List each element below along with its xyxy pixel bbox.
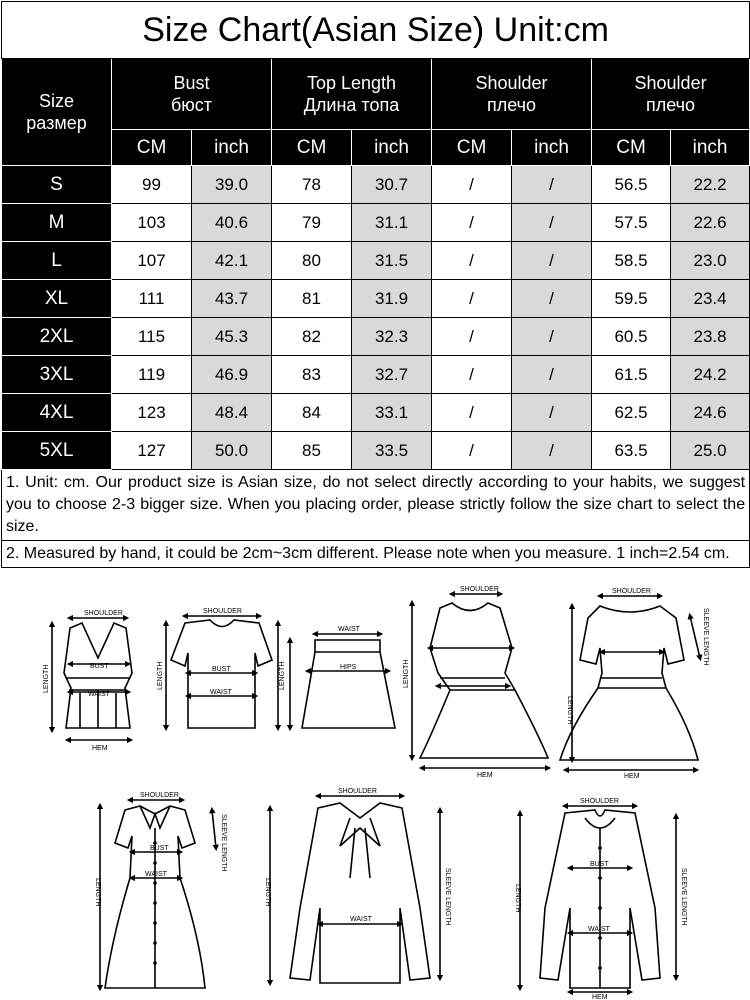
- label-length: LENGTH: [43, 664, 50, 693]
- header-top-length: [272, 59, 432, 130]
- bust-cm: 119: [112, 356, 192, 394]
- shoulder2-inch: 22.2: [671, 166, 750, 204]
- label-length: LENGTH: [566, 696, 573, 725]
- shoulder1-cm: /: [432, 166, 512, 204]
- label-shoulder: SHOULDER: [460, 586, 499, 593]
- header-top-length-ru: Длина топа: [303, 95, 400, 115]
- size-label: XL: [2, 280, 112, 318]
- label-bust: BUST: [590, 861, 609, 868]
- shoulder2-cm: 56.5: [592, 166, 671, 204]
- label-hem: HEM: [624, 773, 640, 780]
- length-inch: 31.9: [352, 280, 432, 318]
- label-hips: HIPS: [340, 664, 357, 671]
- header-size-en: Size: [38, 91, 74, 111]
- shoulder2-cm: 62.5: [592, 394, 671, 432]
- length-inch: 33.5: [352, 432, 432, 470]
- length-inch: 30.7: [352, 166, 432, 204]
- size-label: 4XL: [2, 394, 112, 432]
- length-cm: 79: [272, 204, 352, 242]
- header-shoulder-1-en: Shoulder: [475, 73, 548, 93]
- label-hem: HEM: [477, 772, 493, 779]
- corset-top-illustration: [43, 610, 132, 752]
- length-inch: 32.7: [352, 356, 432, 394]
- header-size: [2, 59, 112, 166]
- shoulder2-cm: 63.5: [592, 432, 671, 470]
- shoulder1-cm: /: [432, 356, 512, 394]
- header-shoulder-1-ru: плечо: [486, 95, 537, 115]
- label-shoulder: SHOULDER: [140, 792, 179, 799]
- header-bust-ru: бюст: [170, 95, 213, 115]
- shoulder2-inch: 24.2: [671, 356, 750, 394]
- bust-inch: 40.6: [192, 204, 272, 242]
- note-1: [2, 470, 750, 541]
- unit-inch: inch: [192, 130, 272, 166]
- size-label: S: [2, 166, 112, 204]
- garment-illustrations: [0, 578, 750, 1000]
- size-chart-table: [1, 1, 750, 568]
- header-shoulder-2-ru: плечо: [646, 95, 696, 115]
- length-inch: 33.1: [352, 394, 432, 432]
- length-cm: 82: [272, 318, 352, 356]
- table-row: [2, 166, 750, 204]
- label-shoulder: SHOULDER: [203, 608, 242, 615]
- label-length: LENGTH: [279, 661, 286, 690]
- label-waist: WAIST: [88, 691, 110, 698]
- bust-cm: 99: [112, 166, 192, 204]
- header-shoulder-1: [432, 59, 592, 130]
- label-length: LENGTH: [157, 661, 164, 690]
- sleeveless-dress-illustration: [403, 586, 548, 779]
- shoulder1-inch: /: [512, 204, 592, 242]
- shoulder1-cm: /: [432, 318, 512, 356]
- length-inch: 32.3: [352, 318, 432, 356]
- label-length: LENGTH: [514, 884, 521, 913]
- length-cm: 78: [272, 166, 352, 204]
- bust-inch: 42.1: [192, 242, 272, 280]
- short-sleeve-dress-illustration: [560, 588, 709, 780]
- shoulder2-cm: 57.5: [592, 204, 671, 242]
- bust-cm: 111: [112, 280, 192, 318]
- label-length: LENGTH: [264, 878, 271, 907]
- shoulder1-cm: /: [432, 204, 512, 242]
- note-1-text: 1. Unit: cm. Our product size is Asian size, do not select directly according to your habits, we suggest you to choose 2-3 bigger size. When you placing order, please strictly follow the size chart to select the size.: [6, 474, 746, 535]
- size-label: 5XL: [2, 432, 112, 470]
- bust-inch: 43.7: [192, 280, 272, 318]
- label-shoulder: SHOULDER: [84, 610, 123, 617]
- label-waist: WAIST: [338, 626, 360, 633]
- unit-cm: CM: [112, 130, 192, 166]
- bust-cm: 107: [112, 242, 192, 280]
- table-row: [2, 394, 750, 432]
- label-shoulder: SHOULDER: [580, 798, 619, 805]
- shoulder1-inch: /: [512, 242, 592, 280]
- shoulder1-cm: /: [432, 394, 512, 432]
- header-shoulder-2: [592, 59, 750, 130]
- unit-inch: inch: [352, 130, 432, 166]
- bust-inch: 48.4: [192, 394, 272, 432]
- shoulder1-inch: /: [512, 280, 592, 318]
- shoulder2-inch: 23.8: [671, 318, 750, 356]
- shirt-dress-illustration: [94, 792, 227, 988]
- label-bust: BUST: [212, 666, 231, 673]
- label-sleeve-length: SLEEVE LENGTH: [680, 868, 687, 926]
- label-bust: BUST: [90, 663, 109, 670]
- bust-inch: 39.0: [192, 166, 272, 204]
- shoulder2-inch: 22.6: [671, 204, 750, 242]
- size-label: 3XL: [2, 356, 112, 394]
- label-waist: WAIST: [588, 926, 610, 933]
- bust-inch: 46.9: [192, 356, 272, 394]
- label-waist: WAIST: [210, 689, 232, 696]
- length-cm: 80: [272, 242, 352, 280]
- chart-title: Size Chart(Asian Size) Unit:cm: [2, 2, 750, 59]
- shoulder2-cm: 60.5: [592, 318, 671, 356]
- unit-cm: CM: [592, 130, 671, 166]
- bust-cm: 103: [112, 204, 192, 242]
- table-row: [2, 356, 750, 394]
- shoulder1-cm: /: [432, 242, 512, 280]
- shoulder2-cm: 61.5: [592, 356, 671, 394]
- length-inch: 31.1: [352, 204, 432, 242]
- header-bust: [112, 59, 272, 130]
- shoulder2-inch: 23.0: [671, 242, 750, 280]
- label-hem: HEM: [592, 994, 608, 1000]
- size-label: L: [2, 242, 112, 280]
- label-bust: BUST: [150, 845, 169, 852]
- size-label: M: [2, 204, 112, 242]
- bow-blouse-illustration: [264, 788, 451, 983]
- note-2-text: 2. Measured by hand, it could be 2cm~3cm different. Please note when you measure. 1 inch=2.54 cm.: [6, 545, 730, 562]
- shoulder1-cm: /: [432, 432, 512, 470]
- label-sleeve-length: SLEEVE LENGTH: [702, 608, 709, 666]
- size-label: 2XL: [2, 318, 112, 356]
- shoulder2-cm: 59.5: [592, 280, 671, 318]
- bust-cm: 115: [112, 318, 192, 356]
- length-cm: 85: [272, 432, 352, 470]
- button-shirt-illustration: [514, 798, 687, 1000]
- header-shoulder-2-en: Shoulder: [634, 73, 707, 93]
- unit-inch: inch: [671, 130, 750, 166]
- bust-cm: 123: [112, 394, 192, 432]
- table-row: [2, 318, 750, 356]
- header-top-length-en: Top Length: [306, 73, 397, 93]
- header-size-ru: размер: [26, 113, 87, 133]
- label-shoulder: SHOULDER: [612, 588, 651, 595]
- header-bust-en: Bust: [173, 73, 210, 93]
- shoulder1-inch: /: [512, 394, 592, 432]
- length-cm: 83: [272, 356, 352, 394]
- length-cm: 84: [272, 394, 352, 432]
- table-row: [2, 242, 750, 280]
- bust-inch: 50.0: [192, 432, 272, 470]
- shoulder2-inch: 25.0: [671, 432, 750, 470]
- shoulder2-inch: 24.6: [671, 394, 750, 432]
- note-2: [2, 541, 750, 568]
- label-sleeve-length: SLEEVE LENGTH: [444, 868, 451, 926]
- label-sleeve-length: SLEEVE LENGTH: [220, 814, 227, 872]
- label-waist: WAIST: [145, 871, 167, 878]
- label-shoulder: SHOULDER: [338, 788, 377, 795]
- shoulder2-cm: 58.5: [592, 242, 671, 280]
- skirt-illustration: [290, 626, 395, 728]
- shoulder1-cm: /: [432, 280, 512, 318]
- shoulder1-inch: /: [512, 318, 592, 356]
- unit-cm: CM: [432, 130, 512, 166]
- table-row: [2, 432, 750, 470]
- length-inch: 31.5: [352, 242, 432, 280]
- label-length: LENGTH: [403, 659, 410, 688]
- shoulder1-inch: /: [512, 432, 592, 470]
- label-length: LENGTH: [94, 878, 101, 907]
- bust-inch: 45.3: [192, 318, 272, 356]
- length-cm: 81: [272, 280, 352, 318]
- label-hem: HEM: [92, 745, 108, 752]
- shoulder2-inch: 23.4: [671, 280, 750, 318]
- unit-cm: CM: [272, 130, 352, 166]
- bust-cm: 127: [112, 432, 192, 470]
- table-row: [2, 280, 750, 318]
- table-row: [2, 204, 750, 242]
- shoulder1-inch: /: [512, 166, 592, 204]
- t-shirt-illustration: [157, 608, 286, 728]
- shoulder1-inch: /: [512, 356, 592, 394]
- label-waist: WAIST: [350, 916, 372, 923]
- unit-inch: inch: [512, 130, 592, 166]
